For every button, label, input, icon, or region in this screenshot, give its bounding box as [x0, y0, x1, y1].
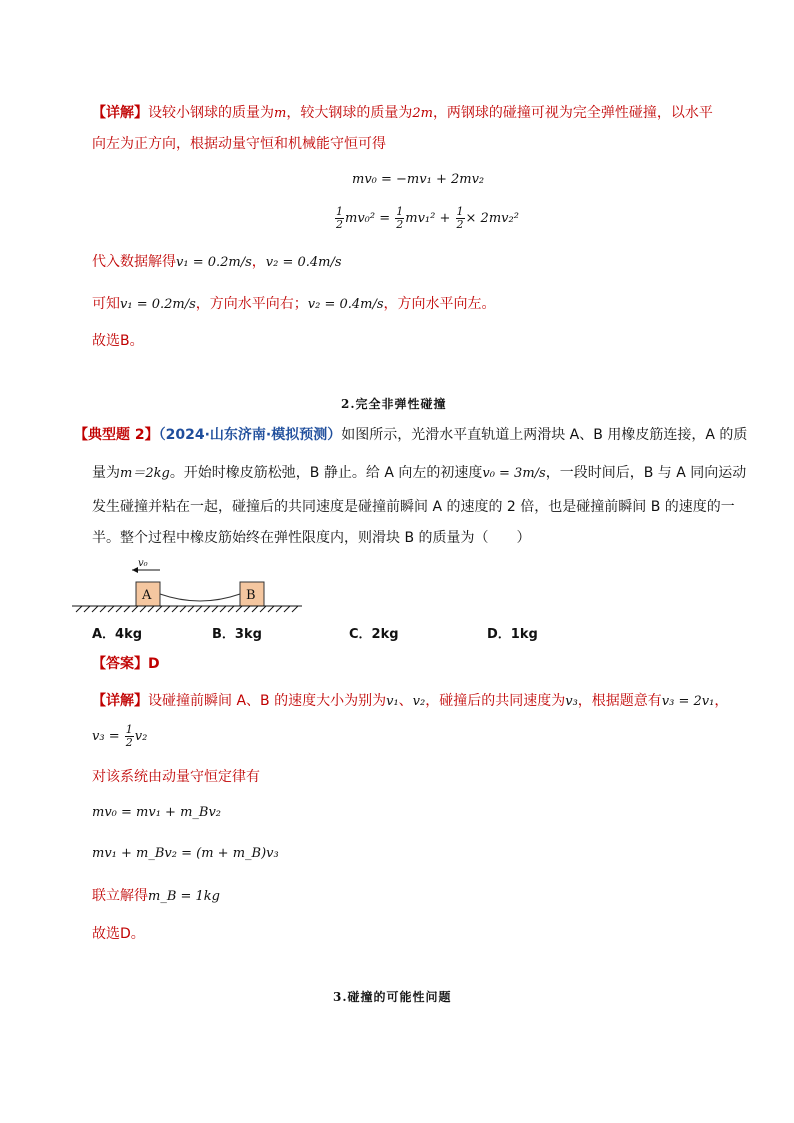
choice-line-2: 故选D。	[92, 926, 145, 942]
problem2-line1: 【典型题 2】（2024·山东济南·模拟预测）如图所示，光滑水平直轨道上两滑块 A、B 用橡皮筋连接，A 的质	[74, 427, 748, 443]
choice-line: 故选B。	[92, 333, 144, 349]
answer-line	[92, 654, 160, 674]
answer-tag: 【答案】	[92, 656, 148, 672]
option-d[interactable]: D．1kg	[487, 627, 538, 642]
block-a-label: A	[142, 588, 152, 603]
momentum-law-line: 对该系统由动量守恒定律有	[92, 769, 260, 785]
solve-line: 联立解得m_B = 1kg	[92, 888, 221, 904]
detail-tag: 【详解】	[92, 105, 148, 121]
section-title-3: 3.碰撞的可能性问题	[333, 990, 452, 1004]
momentum-equation: mv₀ = −mv₁ + 2mv₂	[352, 172, 485, 187]
relation-equation: v₃ = $\frac{1}{2}$ v₂	[92, 723, 148, 749]
problem-source: （2024·山东济南·模拟预测）	[158, 427, 342, 443]
energy-equation: $\frac{1}{2}$ mv₀² = $\frac{1}{2}$ mv₁² + $\frac{1}{2}$ × 2mv₂²	[336, 205, 519, 231]
fraction-half: $\frac{1}{2}$	[336, 205, 343, 231]
problem2-line4: 半。整个过程中橡皮筋始终在弹性限度内，则滑块 B 的质量为（ ）	[92, 530, 531, 546]
rubber-band	[160, 594, 240, 601]
detail2-line1: 【详解】设碰撞前瞬间 A、B 的速度大小为别为v₁、v₂，碰撞后的共同速度为v₃，根据题意有v₃ = 2v₁，	[92, 693, 729, 709]
option-c[interactable]: C．2kg	[349, 627, 399, 642]
problem-tag: 【典型题 2】	[74, 427, 159, 443]
known-result: 可知v₁ = 0.2m/s，方向水平向右；v₂ = 0.4m/s，方向水平向左。	[92, 296, 496, 312]
track-hatching	[76, 606, 298, 612]
sliding-blocks-figure	[70, 556, 310, 616]
substitution-result: 代入数据解得v₁ = 0.2m/s，v₂ = 0.4m/s	[92, 254, 342, 270]
detail2-equation2: mv₁ + m_Bv₂ = (m + m_B)v₃	[92, 846, 279, 861]
block-b-label: B	[246, 588, 256, 603]
detail2-equation1: mv₀ = mv₁ + m_Bv₂	[92, 805, 222, 820]
section-title: 2.完全非弹性碰撞	[341, 397, 447, 411]
option-a[interactable]: A．4kg	[92, 627, 143, 642]
detail1-line2: 向左为正方向，根据动量守恒和机械能守恒可得	[92, 136, 386, 152]
answer-value: D	[148, 656, 160, 672]
detail1-line1: 【详解】设较小钢球的质量为m，较大钢球的质量为2m，两钢球的碰撞可视为完全弹性碰撞，以水平	[92, 105, 713, 121]
v0-label: v₀	[138, 558, 148, 569]
problem2-line2: 量为m＝2kg。开始时橡皮筋松弛，B 静止。给 A 向左的初速度v₀ = 3m/s，一段时间后，B 与 A 同向运动	[92, 465, 747, 481]
option-b[interactable]: B．3kg	[212, 627, 262, 642]
problem2-line3: 发生碰撞并粘在一起，碰撞后的共同速度是碰撞前瞬间 A 的速度的 2 倍，也是碰撞前瞬间 B 的速度的一	[92, 499, 735, 515]
